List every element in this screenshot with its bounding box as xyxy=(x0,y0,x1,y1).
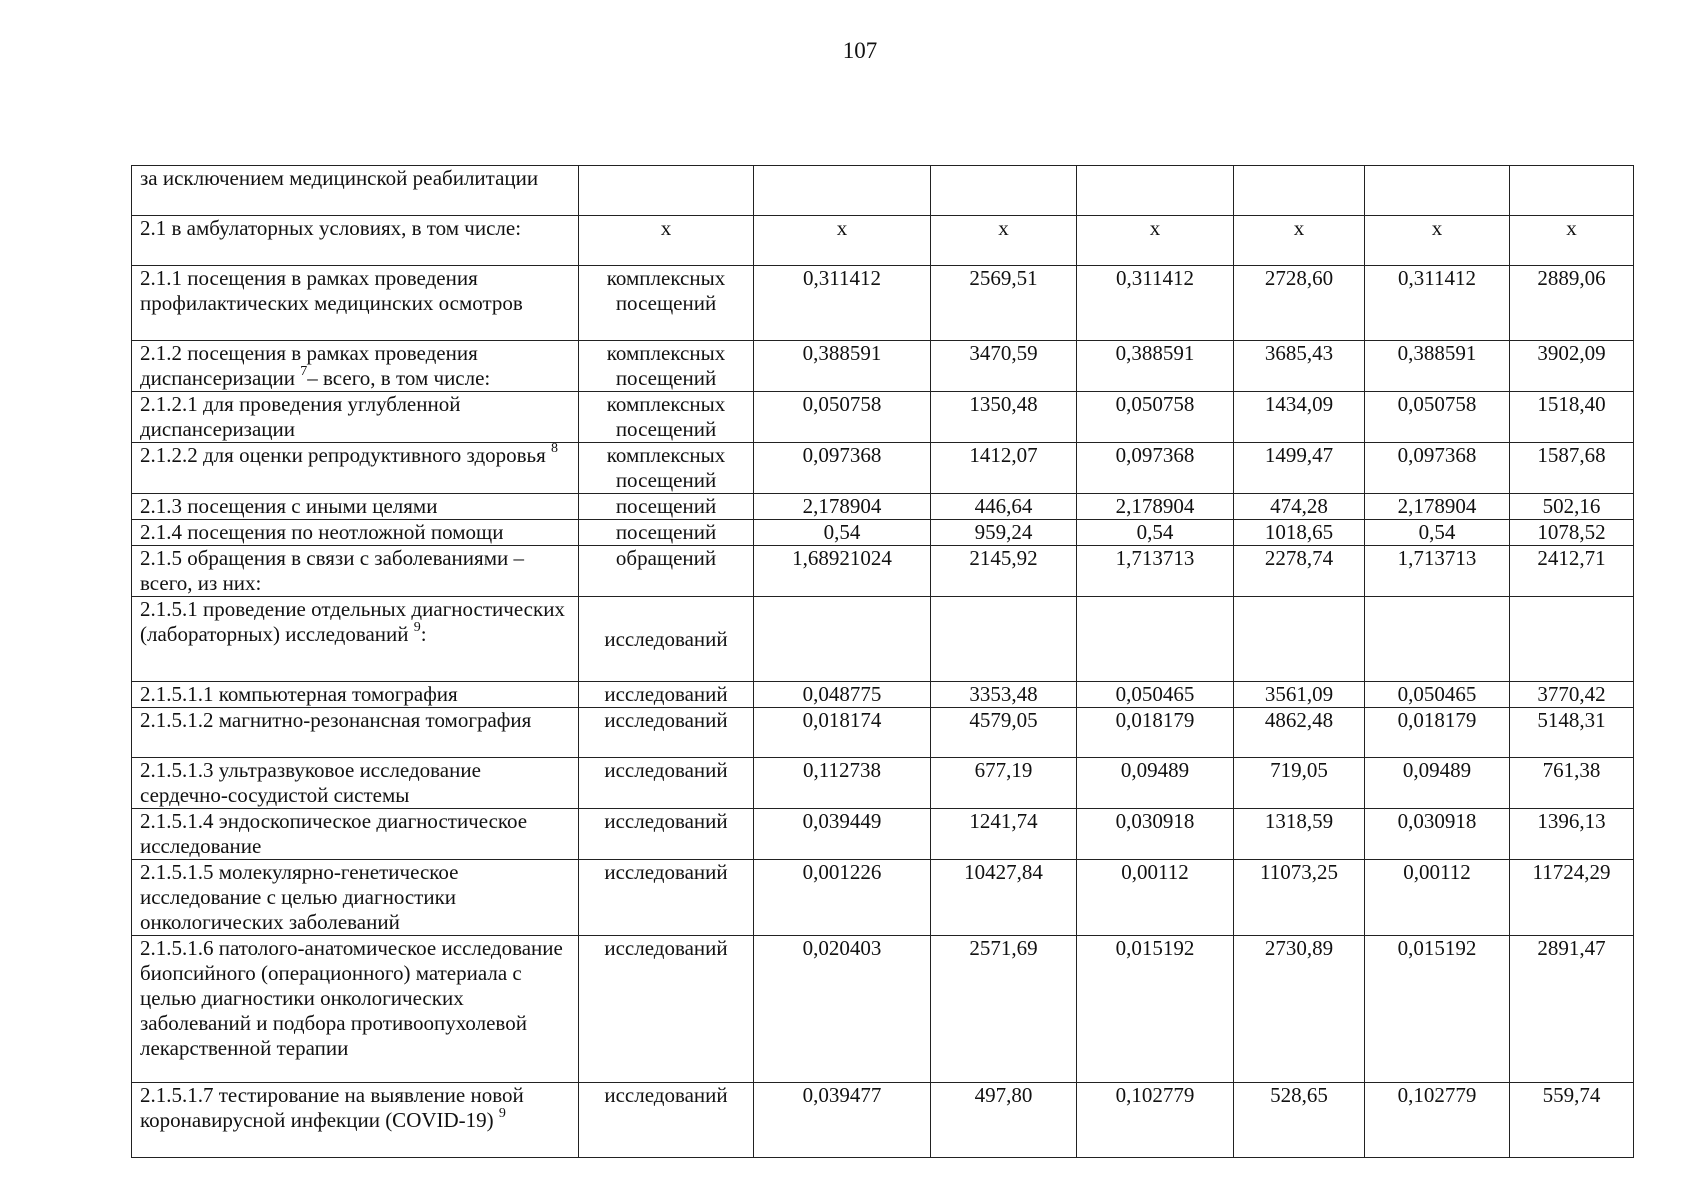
value-cell: 0,030918 xyxy=(1077,809,1234,860)
value-cell: 0,015192 xyxy=(1365,936,1510,1083)
table-row xyxy=(132,166,1634,216)
value-cell: х xyxy=(931,216,1077,266)
value-cell: 2728,60 xyxy=(1234,266,1365,341)
value-cell: 2278,74 xyxy=(1234,546,1365,597)
value-cell: 0,00112 xyxy=(1365,860,1510,936)
table-row xyxy=(132,546,1634,597)
row-label-text: 2.1.5.1.7 тестирование на выявление новой коронавирусной инфекции (COVID-19) xyxy=(140,1083,524,1132)
unit-cell: исследований xyxy=(579,860,754,936)
value-cell: 1518,40 xyxy=(1510,392,1634,443)
value-cell: 1587,68 xyxy=(1510,443,1634,494)
row-label-text: 2.1.5.1 проведение отдельных диагностических (лабораторных) исследований xyxy=(140,597,565,646)
value-cell: 0,54 xyxy=(1365,520,1510,546)
table-row xyxy=(132,216,1634,266)
value-cell: 559,74 xyxy=(1510,1083,1634,1158)
row-label xyxy=(132,443,579,494)
table-row xyxy=(132,443,1634,494)
row-label xyxy=(132,166,579,216)
value-cell: 1318,59 xyxy=(1234,809,1365,860)
value-cell: 0,050465 xyxy=(1077,682,1234,708)
value-cell: 2,178904 xyxy=(1365,494,1510,520)
value-cell: 4579,05 xyxy=(931,708,1077,758)
value-cell xyxy=(931,597,1077,682)
value-cell: 0,050758 xyxy=(754,392,931,443)
value-cell: 1,713713 xyxy=(1077,546,1234,597)
row-label-text: 2.1.5.1.2 магнитно-резонансная томография xyxy=(140,708,532,732)
value-cell xyxy=(1365,597,1510,682)
row-label xyxy=(132,341,579,392)
value-cell: 1412,07 xyxy=(931,443,1077,494)
row-label xyxy=(132,546,579,597)
value-cell: 3685,43 xyxy=(1234,341,1365,392)
table-row xyxy=(132,758,1634,809)
unit-cell: исследований xyxy=(579,1083,754,1158)
value-cell: 1396,13 xyxy=(1510,809,1634,860)
data-table xyxy=(131,165,1634,1158)
unit-cell: исследований xyxy=(579,936,754,1083)
value-cell: 3770,42 xyxy=(1510,682,1634,708)
value-cell: 0,039449 xyxy=(754,809,931,860)
value-cell: 0,112738 xyxy=(754,758,931,809)
value-cell xyxy=(1510,597,1634,682)
value-cell: 497,80 xyxy=(931,1083,1077,1158)
value-cell: 0,00112 xyxy=(1077,860,1234,936)
row-label-text: 2.1.3 посещения с иными целями xyxy=(140,494,438,518)
value-cell: 2569,51 xyxy=(931,266,1077,341)
row-label xyxy=(132,1083,579,1158)
value-cell: 11073,25 xyxy=(1234,860,1365,936)
value-cell: х xyxy=(1077,216,1234,266)
table-row xyxy=(132,597,1634,682)
unit-cell: комплексных посещений xyxy=(579,443,754,494)
table-row xyxy=(132,494,1634,520)
value-cell: х xyxy=(1234,216,1365,266)
value-cell xyxy=(1234,597,1365,682)
value-cell: 0,388591 xyxy=(1077,341,1234,392)
value-cell: 1241,74 xyxy=(931,809,1077,860)
value-cell: 719,05 xyxy=(1234,758,1365,809)
value-cell: 528,65 xyxy=(1234,1083,1365,1158)
value-cell: 0,001226 xyxy=(754,860,931,936)
value-cell: 0,311412 xyxy=(1077,266,1234,341)
value-cell: 0,050465 xyxy=(1365,682,1510,708)
value-cell: 1434,09 xyxy=(1234,392,1365,443)
value-cell: 0,018179 xyxy=(1077,708,1234,758)
value-cell: 3470,59 xyxy=(931,341,1077,392)
table-row xyxy=(132,392,1634,443)
row-label xyxy=(132,809,579,860)
unit-cell: посещений xyxy=(579,520,754,546)
row-label-text: 2.1.5 обращения в связи с заболеваниями – всего, из них: xyxy=(140,546,524,595)
footnote-marker: 9 xyxy=(413,620,421,635)
unit-cell: исследований xyxy=(579,597,754,682)
row-label-text: за исключением медицинской реабилитации xyxy=(140,166,539,190)
row-label-text: 2.1.2.2 для оценки репродуктивного здоровья xyxy=(140,443,546,467)
value-cell: 0,09489 xyxy=(1365,758,1510,809)
row-label xyxy=(132,392,579,443)
table-row xyxy=(132,1083,1634,1158)
value-cell: 0,311412 xyxy=(1365,266,1510,341)
row-label-text: 2.1.5.1.3 ультразвуковое исследование сердечно-сосудистой системы xyxy=(140,758,481,807)
value-cell xyxy=(1077,597,1234,682)
value-cell: х xyxy=(1510,216,1634,266)
row-label-text: 2.1.4 посещения по неотложной помощи xyxy=(140,520,504,544)
row-label-text: 2.1.1 посещения в рамках проведения профилактических медицинских осмотров xyxy=(140,266,523,315)
row-label-text: 2.1.2 посещения в рамках проведения диспансеризации xyxy=(140,341,478,390)
value-cell: 2145,92 xyxy=(931,546,1077,597)
table-row xyxy=(132,341,1634,392)
value-cell: х xyxy=(754,216,931,266)
row-label-text: 2.1.2.1 для проведения углубленной диспансеризации xyxy=(140,392,461,441)
value-cell: 1,68921024 xyxy=(754,546,931,597)
value-cell: 0,018174 xyxy=(754,708,931,758)
unit-cell: обращений xyxy=(579,546,754,597)
row-label xyxy=(132,494,579,520)
value-cell: 0,388591 xyxy=(754,341,931,392)
row-label xyxy=(132,682,579,708)
value-cell: 2730,89 xyxy=(1234,936,1365,1083)
value-cell xyxy=(1077,166,1234,216)
value-cell: 761,38 xyxy=(1510,758,1634,809)
value-cell: 677,19 xyxy=(931,758,1077,809)
value-cell: 4862,48 xyxy=(1234,708,1365,758)
page-number: 107 xyxy=(842,38,878,63)
value-cell: 11724,29 xyxy=(1510,860,1634,936)
row-label xyxy=(132,597,579,682)
footnote-marker: 9 xyxy=(498,1106,506,1121)
row-label-text: 2.1.5.1.5 молекулярно-генетическое исследование с целью диагностики онкологических заболеваний xyxy=(140,860,459,934)
unit-cell: комплексных посещений xyxy=(579,266,754,341)
table-row xyxy=(132,682,1634,708)
unit-cell: исследований xyxy=(579,758,754,809)
value-cell: 0,018179 xyxy=(1365,708,1510,758)
table-row xyxy=(132,860,1634,936)
value-cell: 0,020403 xyxy=(754,936,931,1083)
value-cell: х xyxy=(1365,216,1510,266)
value-cell: 2,178904 xyxy=(1077,494,1234,520)
table-row xyxy=(132,520,1634,546)
value-cell: 0,102779 xyxy=(1077,1083,1234,1158)
row-label xyxy=(132,266,579,341)
value-cell: 1350,48 xyxy=(931,392,1077,443)
value-cell: 0,030918 xyxy=(1365,809,1510,860)
value-cell: 1,713713 xyxy=(1365,546,1510,597)
table-row xyxy=(132,708,1634,758)
value-cell: 0,54 xyxy=(754,520,931,546)
table-row xyxy=(132,936,1634,1083)
row-label-text: 2.1 в амбулаторных условиях, в том числе: xyxy=(140,216,522,240)
value-cell: 0,54 xyxy=(1077,520,1234,546)
value-cell: 0,015192 xyxy=(1077,936,1234,1083)
row-label xyxy=(132,860,579,936)
value-cell: 1018,65 xyxy=(1234,520,1365,546)
row-label-text: 2.1.5.1.6 патолого-анатомическое исследование биопсийного (операционного) материала с целью диагностики онкологических заболеваний и подбора противоопухолевой лекарственной терапии xyxy=(140,936,563,1060)
row-label xyxy=(132,758,579,809)
value-cell: 2571,69 xyxy=(931,936,1077,1083)
value-cell: 0,097368 xyxy=(754,443,931,494)
value-cell xyxy=(1365,166,1510,216)
value-cell: 3353,48 xyxy=(931,682,1077,708)
value-cell: 1078,52 xyxy=(1510,520,1634,546)
row-label xyxy=(132,708,579,758)
value-cell: 3561,09 xyxy=(1234,682,1365,708)
unit-cell: исследований xyxy=(579,682,754,708)
value-cell xyxy=(754,597,931,682)
unit-cell: комплексных посещений xyxy=(579,341,754,392)
footnote-marker: 8 xyxy=(551,441,559,456)
value-cell: 959,24 xyxy=(931,520,1077,546)
value-cell xyxy=(754,166,931,216)
table-row xyxy=(132,809,1634,860)
value-cell: 474,28 xyxy=(1234,494,1365,520)
row-label-text: 2.1.5.1.4 эндоскопическое диагностическое исследование xyxy=(140,809,528,858)
table-row xyxy=(132,266,1634,341)
value-cell: 2889,06 xyxy=(1510,266,1634,341)
unit-cell: посещений xyxy=(579,494,754,520)
row-label-tail: – всего, в том числе: xyxy=(307,366,491,390)
value-cell: 446,64 xyxy=(931,494,1077,520)
row-label xyxy=(132,936,579,1083)
row-label-text: 2.1.5.1.1 компьютерная томография xyxy=(140,682,458,706)
value-cell: 0,097368 xyxy=(1077,443,1234,494)
value-cell: 5148,31 xyxy=(1510,708,1634,758)
unit-cell xyxy=(579,166,754,216)
value-cell: 502,16 xyxy=(1510,494,1634,520)
value-cell: 2412,71 xyxy=(1510,546,1634,597)
value-cell xyxy=(931,166,1077,216)
footnote-marker: 7 xyxy=(300,364,308,379)
unit-cell: исследований xyxy=(579,708,754,758)
value-cell: 1499,47 xyxy=(1234,443,1365,494)
value-cell: 2891,47 xyxy=(1510,936,1634,1083)
unit-cell: комплексных посещений xyxy=(579,392,754,443)
value-cell: 0,097368 xyxy=(1365,443,1510,494)
value-cell: 0,050758 xyxy=(1365,392,1510,443)
value-cell xyxy=(1510,166,1634,216)
unit-cell: х xyxy=(579,216,754,266)
value-cell xyxy=(1234,166,1365,216)
row-label xyxy=(132,216,579,266)
value-cell: 10427,84 xyxy=(931,860,1077,936)
table-body xyxy=(132,166,1634,1158)
unit-cell: исследований xyxy=(579,809,754,860)
value-cell: 0,048775 xyxy=(754,682,931,708)
row-label-tail: : xyxy=(420,622,427,646)
row-label xyxy=(132,520,579,546)
value-cell: 3902,09 xyxy=(1510,341,1634,392)
value-cell: 0,09489 xyxy=(1077,758,1234,809)
value-cell: 0,311412 xyxy=(754,266,931,341)
value-cell: 0,388591 xyxy=(1365,341,1510,392)
value-cell: 0,039477 xyxy=(754,1083,931,1158)
value-cell: 0,050758 xyxy=(1077,392,1234,443)
value-cell: 2,178904 xyxy=(754,494,931,520)
value-cell: 0,102779 xyxy=(1365,1083,1510,1158)
